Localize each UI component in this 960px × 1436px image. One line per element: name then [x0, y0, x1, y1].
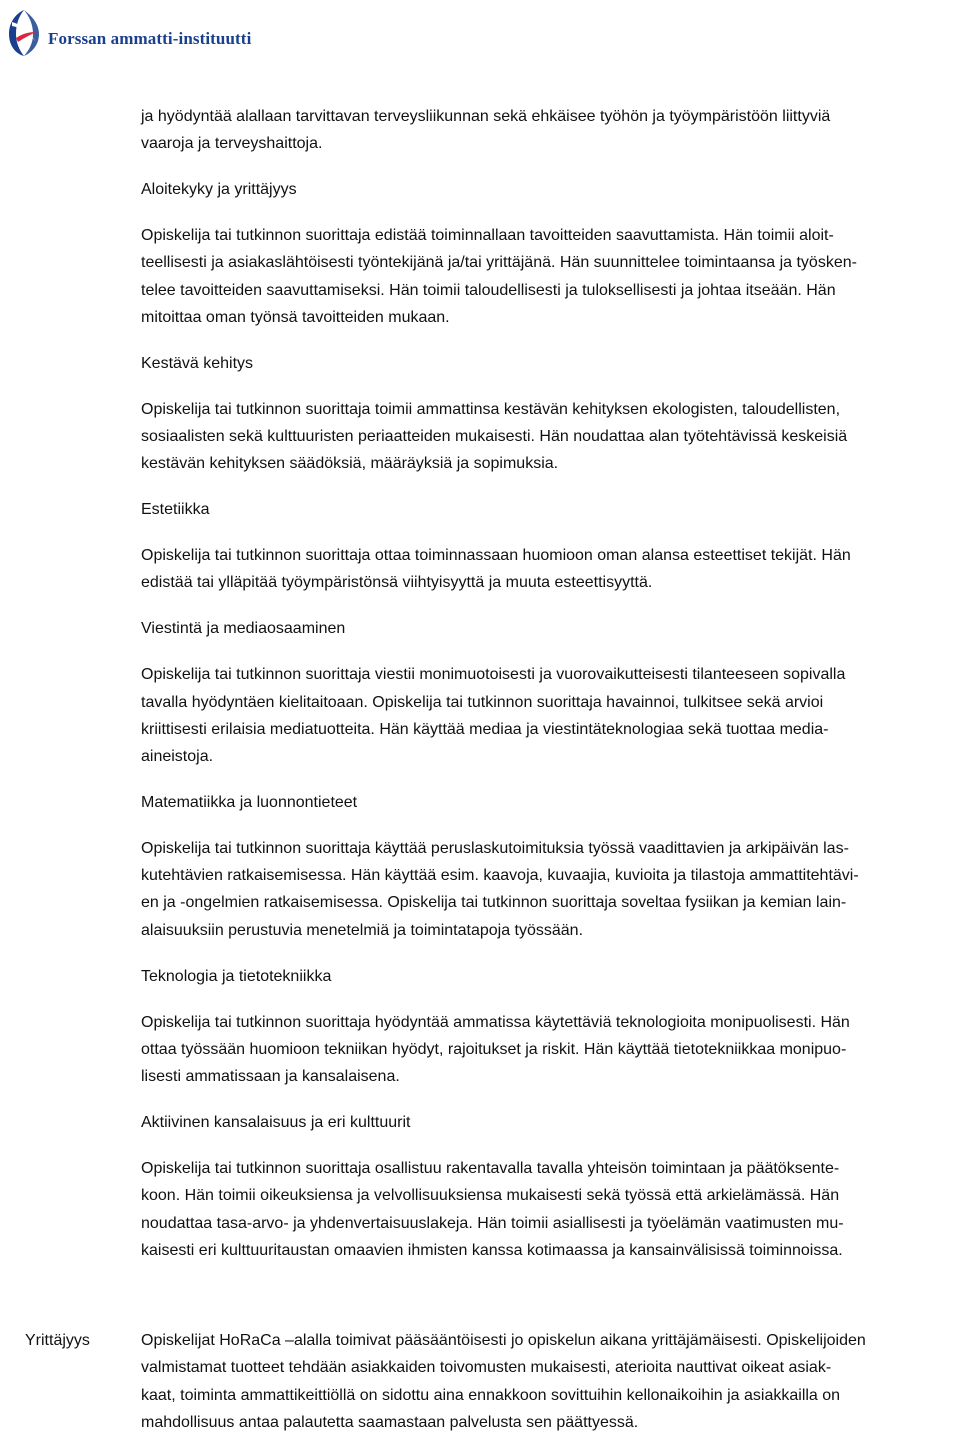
text-line: valmistamat tuotteet tehdään asiakkaiden toivomusten mukaisesti, aterioita nauttivat oikeat asiak- [141, 1359, 832, 1377]
text-line: alaisuuksiin perustuvia menetelmiä ja toimintatapoja työssään. [141, 921, 584, 939]
text-line: kutehtävien ratkaisemisessa. Hän käyttää esim. kaavoja, kuvaajia, kuvioita ja tilastoja ammattitehtävi- [141, 867, 859, 885]
text-line: en ja -ongelmien ratkaisemisessa. Opiskelija tai tutkinnon suorittaja soveltaa fysiikan ja kemian lain- [141, 894, 847, 912]
text-line: lisesti ammatissaan ja kansalaisena. [141, 1068, 400, 1086]
text-line: sosiaalisten sekä kulttuuristen periaatteiden mukaisesti. Hän noudattaa alan työtehtävissä keskeisiä [141, 428, 848, 446]
text-line: Opiskelija tai tutkinnon suorittaja edistää toiminnallaan tavoitteiden saavuttamista. Hän toimii aloit- [141, 227, 834, 245]
text-line: kaat, toiminta ammattikeittiöllä on sidottu aina ennakkoon sovittuihin kellonaikoihin ja asiakkailla on [141, 1386, 841, 1404]
row-text [141, 1327, 959, 1436]
document-body [141, 103, 960, 1264]
text-line: vaaroja ja terveyshaittoja. [141, 135, 323, 153]
text-line: kriittisesti erilaisia mediatuotteita. Hän käyttää mediaa ja viestintäteknologiaa sekä tuottaa media- [141, 720, 829, 738]
institute-logo-icon [6, 8, 42, 58]
section-heading: Aktiivinen kansalaisuus ja eri kulttuurit [141, 1114, 411, 1132]
text-line: Opiskelija tai tutkinnon suorittaja viestii monimuotoisesti ja vuorovaikutteisesti tilanteeseen sopivalla [141, 666, 846, 684]
text-line: edistää tai ylläpitää työympäristönsä viihtyisyyttä ja muuta esteettisyyttä. [141, 574, 653, 592]
intro-paragraph [141, 103, 960, 158]
entrepreneurship-row [25, 1327, 960, 1436]
section-paragraph [141, 1155, 960, 1264]
section-heading: Viestintä ja mediaosaaminen [141, 620, 346, 638]
text-line: telee tavoitteiden saavuttamiseksi. Hän toimii taloudellisesti ja tuloksellisesti ja johtaa itseään. Hän [141, 281, 836, 299]
section-heading: Aloitekyky ja yrittäjyys [141, 181, 297, 199]
text-line: Opiskelijat HoRaCa –alalla toimivat pääsääntöisesti jo opiskelun aikana yrittäjämäisesti. Opiskelijoiden [141, 1332, 866, 1349]
text-line: Opiskelija tai tutkinnon suorittaja ottaa toiminnassaan huomioon oman alansa esteettiset tekijät. Hän [141, 547, 851, 565]
section-paragraph [141, 222, 960, 331]
text-line: mitoittaa oman työnsä tavoitteiden mukaan. [141, 308, 450, 326]
text-line: koon. Hän toimii oikeuksiensa ja velvollisuuksiensa mukaisesti sekä työssä että arkielämässä. Hän [141, 1187, 840, 1205]
section-paragraph [141, 835, 960, 944]
row-label: Yrittäjyys [25, 1332, 90, 1349]
text-line: Opiskelija tai tutkinnon suorittaja osallistuu rakentavalla tavalla yhteisön toimintaan ja päätöksente- [141, 1159, 840, 1177]
text-line: Opiskelija tai tutkinnon suorittaja käyttää peruslaskutoimituksia työssä vaadittavien ja arkipäivän las- [141, 839, 849, 857]
text-line: aineistoja. [141, 748, 214, 766]
text-line: ja hyödyntää alallaan tarvittavan terveysliikunnan sekä ehkäisee työhön ja työympäristöön liittyviä [141, 108, 831, 125]
section-heading: Teknologia ja tietotekniikka [141, 967, 332, 985]
text-line: noudattaa tasa-arvo- ja yhdenvertaisuuslakeja. Hän toimii asiallisesti ja työelämän vaatimusten mu- [141, 1214, 844, 1232]
section-heading: Matematiikka ja luonnontieteet [141, 793, 358, 811]
text-line: kestävän kehityksen säädöksiä, määräyksiä ja sopimuksia. [141, 455, 559, 473]
section-heading: Kestävä kehitys [141, 354, 254, 372]
section-paragraph [141, 396, 960, 478]
text-line: Opiskelija tai tutkinnon suorittaja toimii ammattinsa kestävän kehityksen ekologisten, taloudellisten, [141, 400, 841, 418]
text-line: ottaa työssään huomioon tekniikan hyödyt, rajoitukset ja riskit. Hän käyttää tietotekniikkaa monipuo- [141, 1040, 847, 1058]
text-line: teellisesti ja asiakaslähtöisesti työntekijänä ja/tai yrittäjänä. Hän suunnittelee toimintaansa ja työsken- [141, 254, 857, 272]
text-line: kaisesti eri kulttuuritaustan omaavien ihmisten kanssa kotimaassa ja kansainvälisissä toiminnoissa. [141, 1241, 843, 1259]
org-name: Forssan ammatti-instituutti [48, 29, 252, 48]
section-paragraph [141, 1009, 960, 1091]
text-line: tavalla hyödyntäen kielitaitoaan. Opiskelija tai tutkinnon suorittaja havainnoi, tulkitsee sekä arvioi [141, 693, 824, 711]
document-header [6, 6, 251, 60]
section-paragraph [141, 542, 960, 597]
text-line: mahdollisuus antaa palautetta saamastaan palvelusta sen päättyessä. [141, 1413, 639, 1431]
section-heading: Estetiikka [141, 501, 210, 519]
text-line: Opiskelija tai tutkinnon suorittaja hyödyntää ammatissa käytettäviä teknologioita monipuolisesti. Hän [141, 1013, 850, 1031]
section-paragraph [141, 661, 960, 770]
